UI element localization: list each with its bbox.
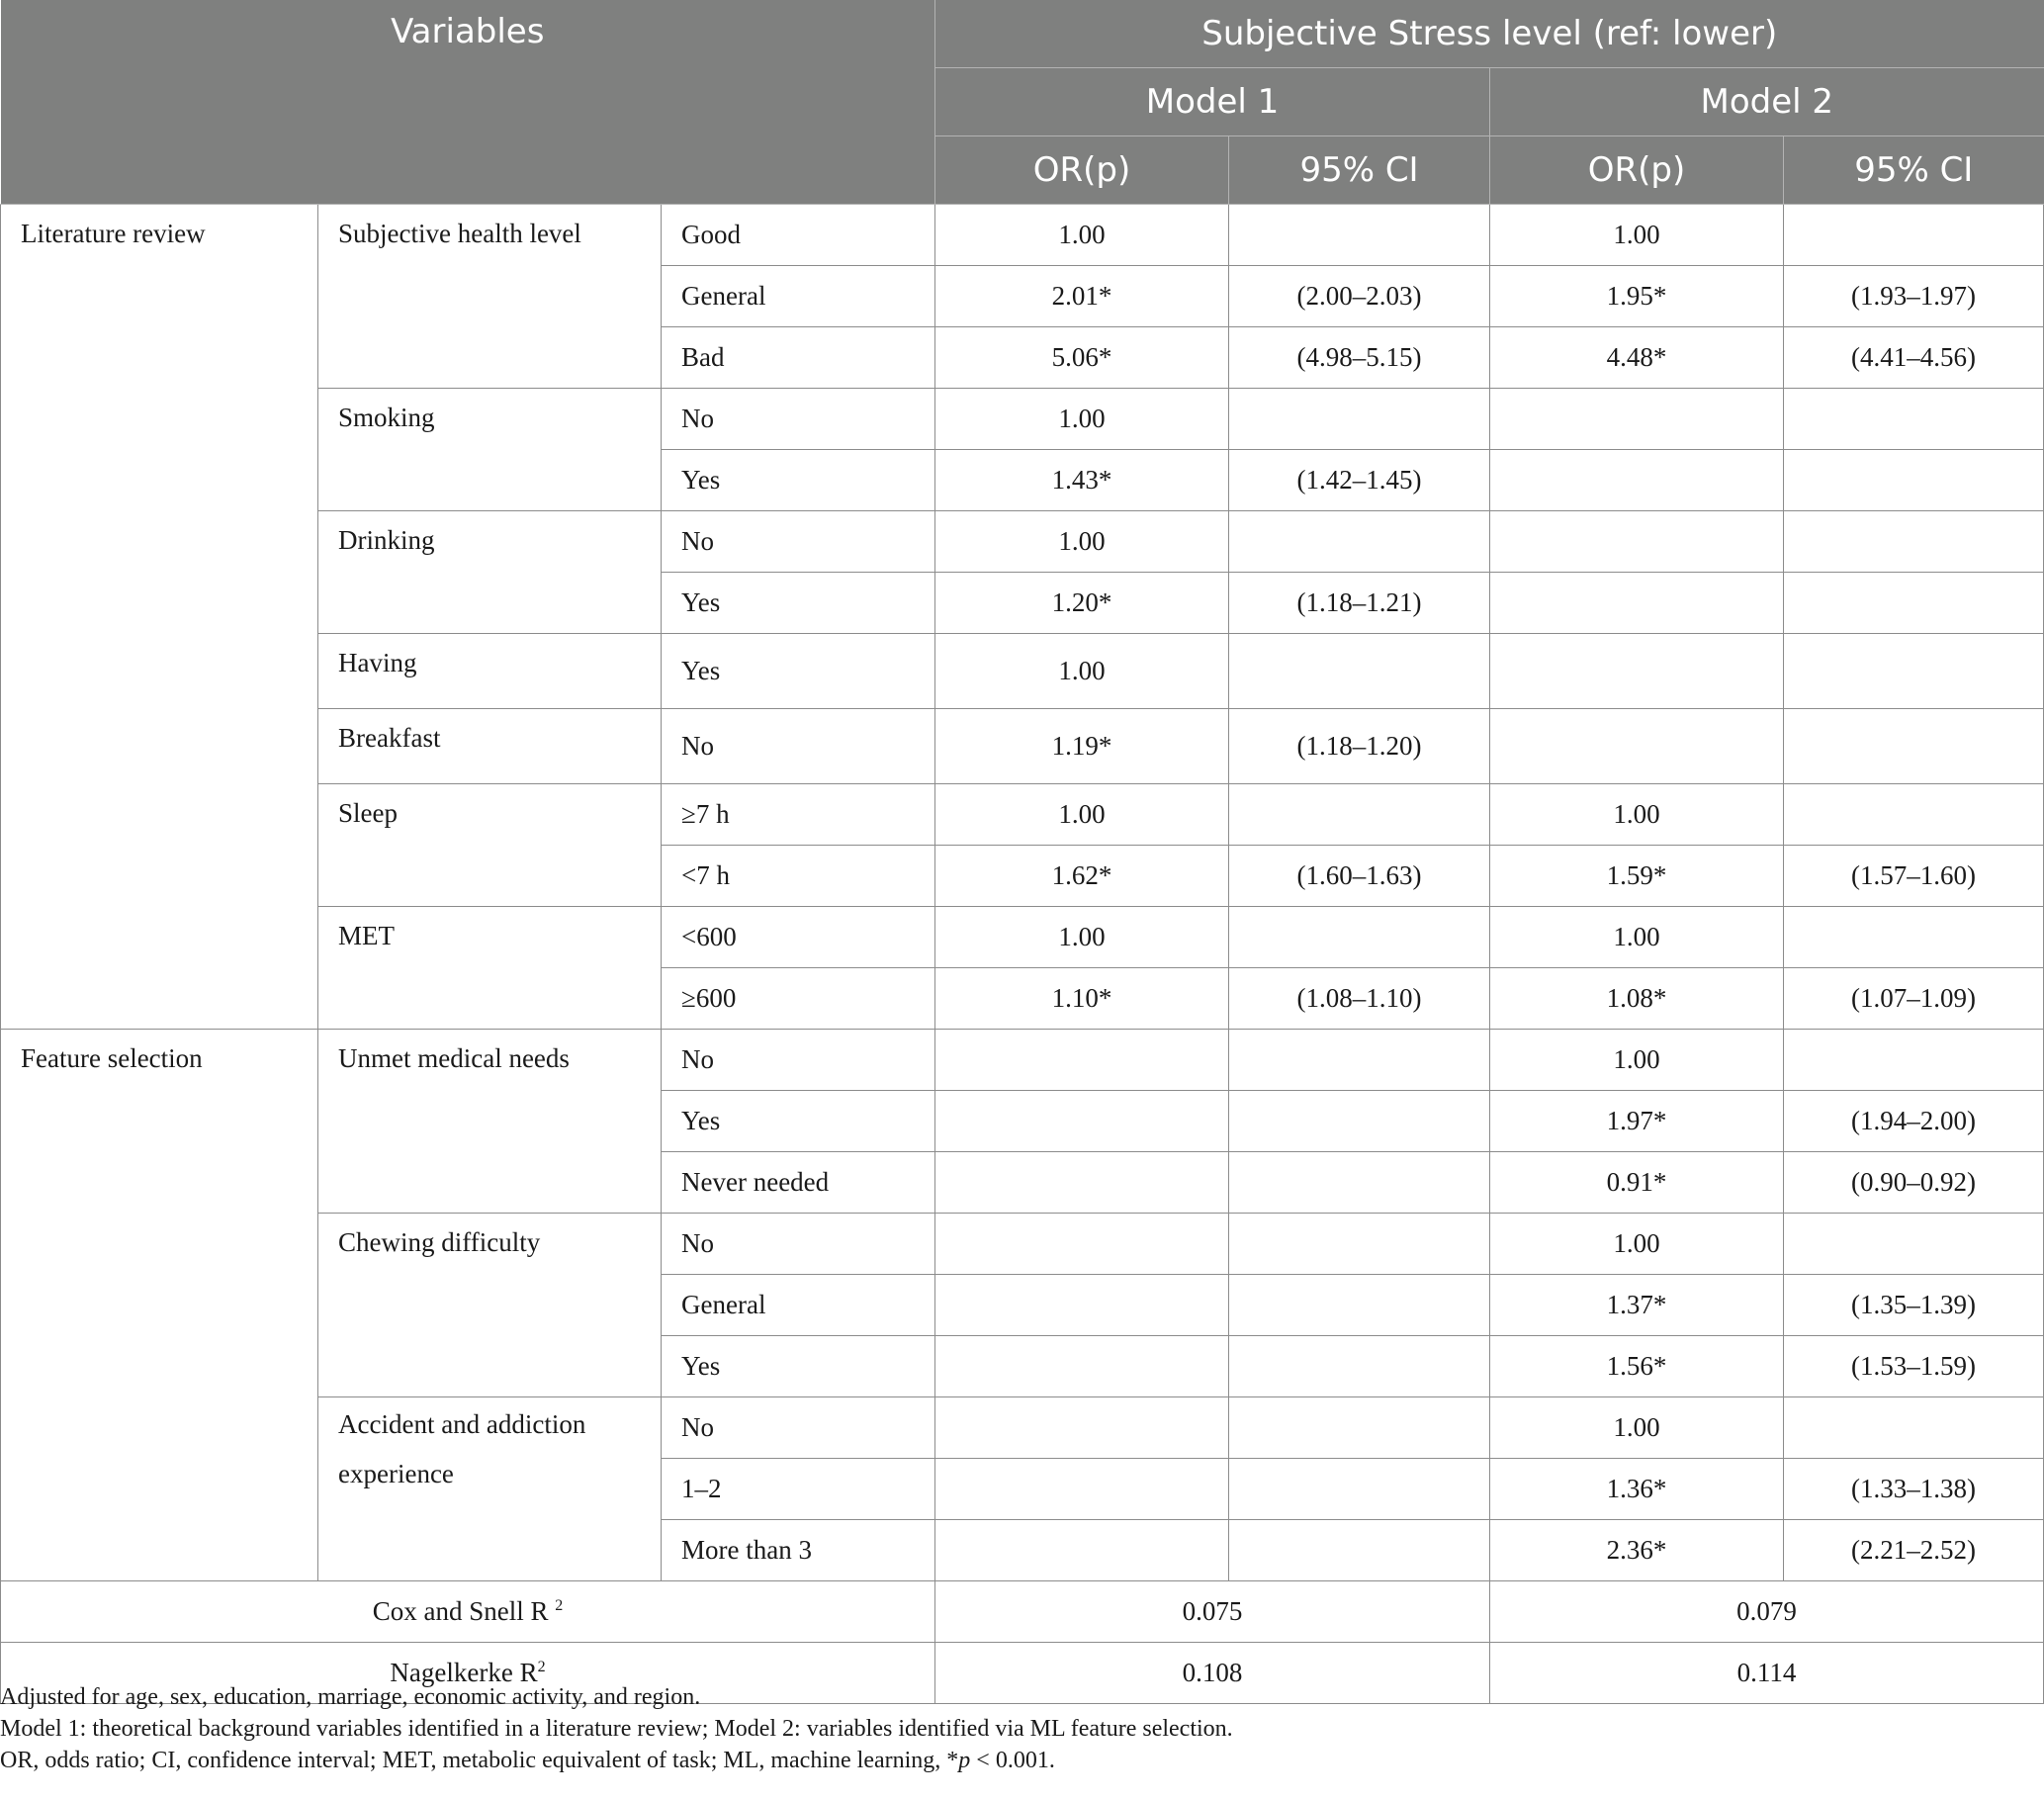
m1-or-cell: 1.10*	[935, 968, 1229, 1030]
m1-ci-cell: (2.00–2.03)	[1229, 266, 1490, 327]
level-label: Never needed	[662, 1152, 935, 1214]
m1-ci-cell	[1229, 1214, 1490, 1275]
table-row-cox-snell	[1, 1581, 2044, 1643]
table-header	[1, 0, 2044, 205]
m2-ci-cell	[1784, 389, 2044, 450]
m2-or-cell: 1.00	[1490, 1214, 1784, 1275]
m2-or-cell	[1490, 573, 1784, 634]
level-label: No	[662, 511, 935, 573]
m2-ci-cell	[1784, 1397, 2044, 1459]
level-label: General	[662, 1275, 935, 1336]
m2-ci-cell: (4.41–4.56)	[1784, 327, 2044, 389]
m1-or-cell: 2.01*	[935, 266, 1229, 327]
header-m1-ci: 95% CI	[1229, 136, 1490, 205]
m2-ci-cell	[1784, 907, 2044, 968]
level-label: ≥7 h	[662, 784, 935, 846]
m1-ci-cell	[1229, 907, 1490, 968]
m2-ci-cell: (1.57–1.60)	[1784, 846, 2044, 907]
m1-or-cell	[935, 1152, 1229, 1214]
variable-label: Chewing difficulty	[318, 1214, 662, 1397]
m2-ci-cell: (1.94–2.00)	[1784, 1091, 2044, 1152]
level-label: Yes	[662, 1336, 935, 1397]
m2-or-cell: 1.00	[1490, 205, 1784, 266]
m2-ci-cell	[1784, 634, 2044, 709]
level-label: No	[662, 1030, 935, 1091]
m1-ci-cell: (1.18–1.20)	[1229, 709, 1490, 784]
m2-ci-cell	[1784, 205, 2044, 266]
level-label: General	[662, 266, 935, 327]
group-label: Feature selection	[1, 1030, 318, 1581]
m1-ci-cell	[1229, 389, 1490, 450]
nagelkerke-m2: 0.114	[1490, 1643, 2044, 1704]
m2-ci-cell	[1784, 784, 2044, 846]
m2-or-cell: 1.36*	[1490, 1459, 1784, 1520]
m1-or-cell: 1.20*	[935, 573, 1229, 634]
footnote-adjusted: Adjusted for age, sex, education, marriage, economic activity, and region.	[0, 1684, 701, 1710]
level-label: Yes	[662, 634, 935, 709]
header-outcome: Subjective Stress level (ref: lower)	[935, 0, 2044, 68]
m1-ci-cell	[1229, 205, 1490, 266]
footnote-models: Model 1: theoretical background variables identified in a literature review; Model 2: variables identified via ML feature selection.	[0, 1716, 1233, 1742]
level-label: Yes	[662, 1091, 935, 1152]
m1-or-cell	[935, 1275, 1229, 1336]
m1-or-cell: 1.00	[935, 511, 1229, 573]
m2-or-cell: 0.91*	[1490, 1152, 1784, 1214]
m2-or-cell	[1490, 389, 1784, 450]
m1-or-cell: 1.43*	[935, 450, 1229, 511]
footnote-p-symbol: p	[958, 1748, 971, 1773]
m2-or-cell: 1.56*	[1490, 1336, 1784, 1397]
header-model1: Model 1	[935, 68, 1490, 136]
level-label: Good	[662, 205, 935, 266]
m2-or-cell: 2.36*	[1490, 1520, 1784, 1581]
m2-or-cell: 4.48*	[1490, 327, 1784, 389]
m2-or-cell: 1.00	[1490, 907, 1784, 968]
m2-ci-cell: (1.93–1.97)	[1784, 266, 2044, 327]
variable-label: Breakfast	[318, 709, 662, 784]
m1-or-cell: 1.62*	[935, 846, 1229, 907]
m2-ci-cell	[1784, 1030, 2044, 1091]
m1-ci-cell	[1229, 1152, 1490, 1214]
variable-label: Drinking	[318, 511, 662, 634]
cox-snell-m1: 0.075	[935, 1581, 1490, 1643]
m1-or-cell	[935, 1459, 1229, 1520]
m2-ci-cell	[1784, 1214, 2044, 1275]
table-row	[1, 1030, 2044, 1091]
squared-mark: 2	[555, 1597, 564, 1614]
m1-ci-cell	[1229, 784, 1490, 846]
m2-ci-cell	[1784, 709, 2044, 784]
m2-ci-cell: (1.33–1.38)	[1784, 1459, 2044, 1520]
m1-ci-cell	[1229, 1275, 1490, 1336]
level-label: ≥600	[662, 968, 935, 1030]
m1-or-cell	[935, 1336, 1229, 1397]
m1-ci-cell: (1.18–1.21)	[1229, 573, 1490, 634]
m2-or-cell: 1.95*	[1490, 266, 1784, 327]
m1-ci-cell: (1.08–1.10)	[1229, 968, 1490, 1030]
variable-label: Having	[318, 634, 662, 709]
m2-or-cell: 1.37*	[1490, 1275, 1784, 1336]
level-label: No	[662, 389, 935, 450]
table-footnotes	[0, 1681, 2037, 1776]
m1-ci-cell: (4.98–5.15)	[1229, 327, 1490, 389]
m2-ci-cell: (1.07–1.09)	[1784, 968, 2044, 1030]
m2-or-cell: 1.97*	[1490, 1091, 1784, 1152]
m2-ci-cell: (0.90–0.92)	[1784, 1152, 2044, 1214]
m1-ci-cell	[1229, 1030, 1490, 1091]
group-label: Literature review	[1, 205, 318, 1030]
m1-ci-cell	[1229, 511, 1490, 573]
m1-or-cell: 1.19*	[935, 709, 1229, 784]
m2-or-cell: 1.00	[1490, 784, 1784, 846]
header-m2-or: OR(p)	[1490, 136, 1784, 205]
variable-label: Sleep	[318, 784, 662, 907]
m1-or-cell: 1.00	[935, 907, 1229, 968]
m1-or-cell: 5.06*	[935, 327, 1229, 389]
m2-or-cell	[1490, 709, 1784, 784]
m2-ci-cell: (2.21–2.52)	[1784, 1520, 2044, 1581]
level-label: <600	[662, 907, 935, 968]
level-label: More than 3	[662, 1520, 935, 1581]
m1-or-cell	[935, 1091, 1229, 1152]
header-m2-ci: 95% CI	[1784, 136, 2044, 205]
nagelkerke-m1: 0.108	[935, 1643, 1490, 1704]
m1-ci-cell: (1.42–1.45)	[1229, 450, 1490, 511]
level-label: No	[662, 1214, 935, 1275]
table-body	[1, 205, 2044, 1704]
m1-ci-cell	[1229, 634, 1490, 709]
m2-or-cell	[1490, 511, 1784, 573]
cox-snell-m2: 0.079	[1490, 1581, 2044, 1643]
m2-or-cell: 1.08*	[1490, 968, 1784, 1030]
m2-ci-cell: (1.35–1.39)	[1784, 1275, 2044, 1336]
level-label: <7 h	[662, 846, 935, 907]
footnote-abbreviations	[0, 1745, 2037, 1776]
variable-label: Unmet medical needs	[318, 1030, 662, 1214]
m1-or-cell	[935, 1214, 1229, 1275]
m1-ci-cell	[1229, 1459, 1490, 1520]
level-label: Yes	[662, 573, 935, 634]
m1-ci-cell: (1.60–1.63)	[1229, 846, 1490, 907]
m1-or-cell	[935, 1397, 1229, 1459]
m1-ci-cell	[1229, 1336, 1490, 1397]
level-label: 1–2	[662, 1459, 935, 1520]
m1-or-cell: 1.00	[935, 205, 1229, 266]
m2-ci-cell	[1784, 573, 2044, 634]
m2-ci-cell	[1784, 511, 2044, 573]
m2-or-cell: 1.00	[1490, 1397, 1784, 1459]
variable-label: Subjective health level	[318, 205, 662, 389]
squared-mark: 2	[537, 1659, 546, 1675]
m2-ci-cell: (1.53–1.59)	[1784, 1336, 2044, 1397]
cox-snell-label	[1, 1581, 935, 1643]
table-row	[1, 205, 2044, 266]
level-label: No	[662, 1397, 935, 1459]
header-variables: Variables	[1, 0, 935, 205]
m1-ci-cell	[1229, 1520, 1490, 1581]
level-label: Bad	[662, 327, 935, 389]
m2-ci-cell	[1784, 450, 2044, 511]
m2-or-cell: 1.00	[1490, 1030, 1784, 1091]
m1-or-cell	[935, 1520, 1229, 1581]
m2-or-cell: 1.59*	[1490, 846, 1784, 907]
nagelkerke-label-text: Nagelkerke R	[390, 1658, 538, 1687]
m1-or-cell: 1.00	[935, 634, 1229, 709]
m2-or-cell	[1490, 634, 1784, 709]
m1-or-cell: 1.00	[935, 784, 1229, 846]
header-m1-or: OR(p)	[935, 136, 1229, 205]
header-model2: Model 2	[1490, 68, 2044, 136]
m2-or-cell	[1490, 450, 1784, 511]
variable-label: Smoking	[318, 389, 662, 511]
level-label: No	[662, 709, 935, 784]
variable-label: MET	[318, 907, 662, 1030]
level-label: Yes	[662, 450, 935, 511]
footnote-abbrev-text: OR, odds ratio; CI, confidence interval; MET, metabolic equivalent of task; ML, machine learning, *	[0, 1748, 959, 1773]
m1-ci-cell	[1229, 1397, 1490, 1459]
m1-or-cell: 1.00	[935, 389, 1229, 450]
cox-snell-label-text: Cox and Snell R	[372, 1596, 549, 1626]
variable-label: Accident and addiction experience	[318, 1397, 662, 1581]
m1-ci-cell	[1229, 1091, 1490, 1152]
m1-or-cell	[935, 1030, 1229, 1091]
footnote-p-threshold: < 0.001.	[970, 1748, 1055, 1773]
